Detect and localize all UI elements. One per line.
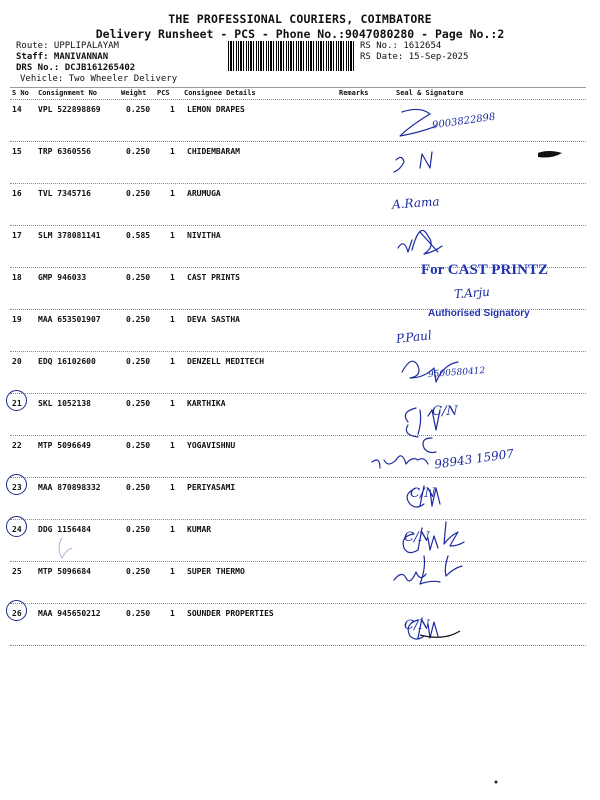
cell-pcs: 1 — [170, 609, 175, 618]
company-stamp: For CAST PRINTZ — [421, 262, 548, 278]
handwritten-phone: 98943 15907 — [433, 446, 515, 472]
col-sno: S No — [12, 89, 29, 97]
cell-pcs: 1 — [170, 399, 175, 408]
cell-weight: 0.250 — [126, 189, 151, 198]
handwritten-signature: T.Arju — [453, 284, 491, 302]
cell-pcs: 1 — [170, 483, 175, 492]
cell-sno: 23 — [12, 483, 22, 492]
signature-mark — [372, 456, 428, 468]
cell-weight: 0.250 — [126, 315, 151, 324]
ink-smudge — [59, 538, 72, 558]
cell-consignment: VPL 522898869 — [38, 105, 101, 114]
cell-weight: 0.250 — [126, 357, 151, 366]
signature-mark — [400, 109, 436, 136]
col-pcs: PCS — [157, 89, 170, 97]
col-consignee: Consignee Details — [184, 89, 256, 97]
cell-weight: 0.250 — [126, 147, 151, 156]
cell-consignment: EDQ 16102600 — [38, 357, 96, 366]
handwritten-phone: 9003822898 — [431, 111, 497, 132]
cell-consignee: ARUMUGA — [187, 189, 221, 198]
cell-consignment: MAA 653501907 — [38, 315, 101, 324]
cell-sno: 25 — [12, 567, 22, 576]
cell-sno: 19 — [12, 315, 22, 324]
cell-pcs: 1 — [170, 567, 175, 576]
cell-weight: 0.250 — [126, 399, 151, 408]
staff-label: Staff: MANIVANNAN — [16, 52, 109, 62]
cell-sno: 26 — [12, 609, 22, 618]
cell-consignment: GMP 946033 — [38, 273, 87, 282]
cell-sno: 24 — [12, 525, 22, 534]
cell-consignee: DEVA SASTHA — [187, 315, 240, 324]
cell-consignee: PERIYASAMI — [187, 483, 236, 492]
cell-consignee: SOUNDER PROPERTIES — [187, 609, 274, 618]
cell-consignment: MAA 870898332 — [38, 483, 101, 492]
col-consignment: Consignment No — [38, 89, 98, 97]
cell-consignment: MAA 945650212 — [38, 609, 101, 618]
cell-sno: 16 — [12, 189, 22, 198]
route-label: Route: UPPLIPALAYAM — [16, 41, 119, 51]
cell-sno: 14 — [12, 105, 22, 114]
handwritten-signature: A.Rama — [391, 194, 440, 212]
cell-consignee: CHIDEMBARAM — [187, 147, 240, 156]
cell-consignment: SKL 1052138 — [38, 399, 91, 408]
cell-consignee: NIVITHA — [187, 231, 221, 240]
signature-mark — [394, 152, 432, 172]
cell-sno: 20 — [12, 357, 22, 366]
cell-consignment: DDG 1156484 — [38, 525, 91, 534]
cell-pcs: 1 — [170, 357, 175, 366]
cell-sno: 18 — [12, 273, 22, 282]
cell-consignee: DENZELL MEDITECH — [187, 357, 265, 366]
rs-number: RS No.: 1612654 — [360, 41, 442, 51]
handwritten-cn-mark: C/N — [432, 404, 458, 419]
cell-pcs: 1 — [170, 525, 175, 534]
cell-pcs: 1 — [170, 147, 175, 156]
ink-smudge — [538, 151, 562, 158]
cell-sno: 21 — [12, 399, 22, 408]
cell-consignee: KARTHIKA — [187, 399, 226, 408]
cell-consignment: MTP 5096684 — [38, 567, 91, 576]
cell-weight: 0.585 — [126, 231, 151, 240]
cell-consignee: YOGAVISHNU — [187, 441, 236, 450]
handwritten-cn-mark: C/N — [404, 618, 430, 633]
cell-pcs: 1 — [170, 441, 175, 450]
cell-weight: 0.250 — [126, 441, 151, 450]
col-remarks: Remarks — [339, 89, 369, 97]
cell-weight: 0.250 — [126, 483, 151, 492]
cell-pcs: 1 — [170, 315, 175, 324]
cell-consignment: TVL 7345716 — [38, 189, 91, 198]
rs-date: RS Date: 15-Sep-2025 — [360, 52, 469, 62]
drs-number: DRS No.: DCJB161265402 — [16, 63, 136, 73]
cell-weight: 0.250 — [126, 273, 151, 282]
document-title: THE PROFESSIONAL COURIERS, COIMBATORE — [168, 12, 432, 26]
cell-weight: 0.250 — [126, 105, 151, 114]
handwritten-cn-mark: C/N — [410, 486, 436, 501]
handwritten-signature: P.Paul — [395, 328, 433, 346]
cell-pcs: 1 — [170, 189, 175, 198]
col-seal: Seal & Signature — [396, 89, 464, 97]
authorised-signatory-stamp: Authorised Signatory — [428, 308, 530, 319]
cell-consignee: KUMAR — [187, 525, 212, 534]
cell-consignee: CAST PRINTS — [187, 273, 240, 282]
cell-weight: 0.250 — [126, 609, 151, 618]
vehicle-label: Vehicle: Two Wheeler Delivery — [20, 74, 178, 84]
col-weight: Weight — [121, 89, 147, 97]
cell-pcs: 1 — [170, 231, 175, 240]
signature-mark — [394, 556, 462, 584]
cell-consignment: TRP 6360556 — [38, 147, 91, 156]
cell-consignment: MTP 5096649 — [38, 441, 91, 450]
cell-consignee: SUPER THERMO — [187, 567, 245, 576]
cell-sno: 17 — [12, 231, 22, 240]
signature-mark — [423, 438, 436, 453]
cell-sno: 15 — [12, 147, 22, 156]
handwritten-cn-mark: C/N — [404, 530, 430, 545]
signature-mark — [398, 230, 442, 254]
cell-consignee: LEMON DRAPES — [187, 105, 245, 114]
handwritten-phone: 9500580412 — [427, 366, 486, 380]
cell-pcs: 1 — [170, 105, 175, 114]
cell-consignment: SLM 378081141 — [38, 231, 101, 240]
cell-weight: 0.250 — [126, 567, 151, 576]
cell-pcs: 1 — [170, 273, 175, 282]
document-subtitle: Delivery Runsheet - PCS - Phone No.:9047080280 - Page No.:2 — [95, 27, 505, 41]
cell-sno: 22 — [12, 441, 22, 450]
cell-weight: 0.250 — [126, 525, 151, 534]
